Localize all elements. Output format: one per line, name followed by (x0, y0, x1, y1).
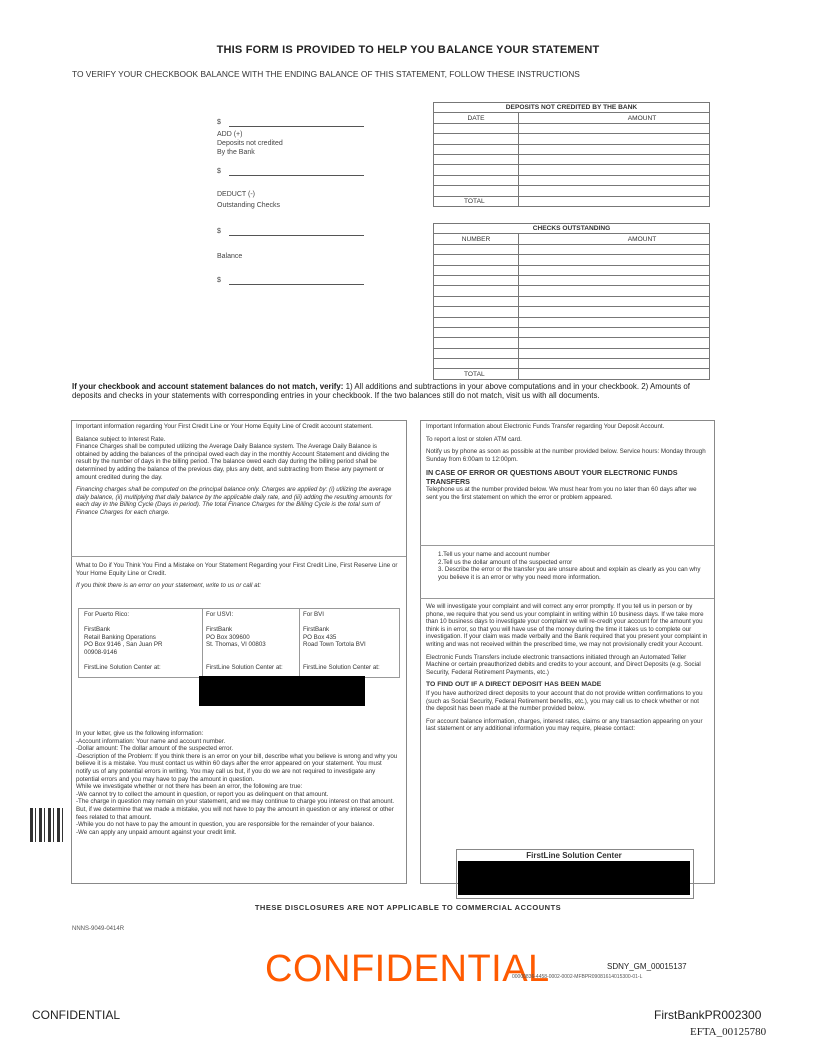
checks-cell[interactable] (519, 296, 710, 306)
dollar-sign-3: $ (217, 228, 221, 235)
qr-code-icon (30, 808, 64, 842)
checks-cell[interactable] (519, 348, 710, 358)
verify-paragraph (72, 382, 712, 400)
checks-cell[interactable] (519, 265, 710, 275)
solution-center-label: FirstLine Solution Center (526, 851, 622, 860)
divider (420, 545, 714, 546)
eft-p9: We will investigate your complaint and will correct any error promptly. If you tell us in person or by phone, we require that you send us your complaint in writing within 10 business days. If we take more than 10 business days to investigate your complaint we will re-credit your account for the amount you think is in error, so that you will have use of the money during the time it takes us to complete our investigation. If your claim was made verbally and the Bank required that you present your complaint in writing and was not received within the prescribed time, we may not provisionally credit your Account. (426, 603, 708, 648)
eft-heading-2: TO FIND OUT IF A DIRECT DEPOSIT HAS BEEN MADE (426, 681, 602, 689)
divider (202, 608, 203, 676)
deposits-cell[interactable] (519, 134, 710, 144)
divider (420, 598, 714, 599)
divider (299, 608, 300, 676)
balance-line-2[interactable] (229, 175, 364, 176)
dollar-sign-2: $ (217, 168, 221, 175)
deposits-cell[interactable] (519, 186, 710, 196)
checks-cell[interactable] (434, 296, 519, 306)
checks-cell[interactable] (519, 275, 710, 285)
bvi-solution: FirstLine Solution Center at: (303, 664, 380, 672)
deduct-desc: Outstanding Checks (217, 202, 281, 209)
deposits-cell[interactable] (434, 175, 519, 185)
deposits-cell[interactable] (434, 144, 519, 154)
divider (71, 556, 406, 557)
redaction-block (199, 676, 365, 706)
checks-cell[interactable] (434, 359, 519, 369)
footer-bates: FirstBankPR002300 (654, 1008, 762, 1022)
eft-p10: Electronic Funds Transfers include electronic transactions initiated through an Automated Teller Machine or certain preauthorized debits and credits to your account, and Direct Deposits (e.g. Social Security, Federal Retirement Payments, etc.) (426, 653, 701, 676)
credit-line-info (76, 423, 398, 522)
checks-cell[interactable] (519, 255, 710, 265)
checks-cell[interactable] (519, 307, 710, 317)
deposits-cell[interactable] (434, 123, 519, 133)
letter-info (76, 730, 398, 836)
bvi-head: For BVI (303, 611, 324, 618)
pr-head: For Puerto Rico: (84, 611, 130, 618)
balance-line-4[interactable] (229, 284, 364, 285)
dollar-sign-1: $ (217, 119, 221, 126)
confidential-stamp: CONFIDENTIAL (265, 948, 550, 990)
letter-item: -Account information: Your name and account number. (76, 737, 226, 745)
pr-solution: FirstLine Solution Center at: (84, 664, 161, 672)
eft-investigation (426, 603, 708, 738)
verify-text: 1) All additions and subtractions in your above computations and in your checkbook. 2) Amounts of deposits and checks in your statements with corresponding entries in your checkbook. If the two balances still do not match, visit us with all documents. (72, 382, 690, 401)
redaction-block (458, 861, 690, 895)
bvi-line: FirstBank (303, 626, 330, 634)
deposits-table (433, 102, 710, 207)
letter-item: -Dollar amount: The dollar amount of the suspected error. (76, 745, 234, 753)
eft-p5: Telephone us at the number provided below. We must hear from you no later than 60 days after we sent you the first statement on which the error or problem appeared. (426, 486, 697, 501)
deposits-col-date: DATE (434, 113, 519, 123)
mistake-p1: What to Do if You Think You Find a Mistake on Your Statement Regarding your First Credit Line, First Reserve Line or Your Home Equity Line or Credit. (76, 562, 398, 577)
deposits-table-title: DEPOSITS NOT CREDITED BY THE BANK (434, 103, 710, 113)
deposits-cell[interactable] (519, 123, 710, 133)
checks-total-cell[interactable] (519, 369, 710, 379)
checks-cell[interactable] (519, 327, 710, 337)
balance-line-3[interactable] (229, 235, 364, 236)
checks-cell[interactable] (434, 317, 519, 327)
usvi-head: For USVI: (206, 611, 234, 618)
balance-line-1[interactable] (229, 126, 364, 127)
pr-line: Retail Banking Operations (84, 633, 156, 641)
mistake-info (76, 562, 398, 595)
checks-cell[interactable] (434, 307, 519, 317)
bates-number: SDNY_GM_00015137 (607, 962, 687, 971)
deposits-cell[interactable] (519, 175, 710, 185)
deposits-total-label: TOTAL (434, 196, 519, 206)
disclosure-note: THESE DISCLOSURES ARE NOT APPLICABLE TO COMMERCIAL ACCOUNTS (254, 903, 562, 912)
eft-p12: If you have authorized direct deposits to your account that do not provide written confirmations to you (such as Social Security, Federal Retirement benefits, etc.), you may call us to check whether or not the deposit has been made at the number provided below. (426, 689, 703, 713)
checks-cell[interactable] (434, 275, 519, 285)
usvi-line: St. Thomas, VI 00803 (206, 641, 266, 649)
eft-info (426, 423, 708, 507)
form-code: NNNS-9049-0414R (72, 926, 125, 932)
footer-confidential: CONFIDENTIAL (32, 1008, 121, 1022)
eft-p3: Notify us by phone as soon as possible at the number provided below. Service hours: Monday through Sunday from 6:00am to 12:00pm. (426, 448, 706, 463)
eft-heading: IN CASE OF ERROR OR QUESTIONS ABOUT YOUR ELECTRONIC FUNDS TRANSFERS (426, 468, 678, 487)
letter-item: -Description of the Problem: If you think there is an error on your bill, describe what you believe is wrong and why you believe it is a mistake. You must contact us within 60 days after the error appeared on your statement. You must notify us of any potential errors in writing. You may call us but, if you do we are not required to investigate any potential errors and you may have to pay the amount in question. (76, 752, 398, 783)
checks-cell[interactable] (519, 359, 710, 369)
credit-info-p1: Important information regarding Your First Credit Line or Your Home Equity Line of Credit account statement. (76, 423, 373, 430)
checks-cell[interactable] (434, 244, 519, 254)
checks-cell[interactable] (519, 244, 710, 254)
deposits-cell[interactable] (434, 154, 519, 164)
eft-steps (438, 551, 708, 581)
barcode-text: 00000836-4458-0002-0002-MFBPR09081614015300-01-L (512, 974, 643, 980)
deposits-total-cell[interactable] (519, 196, 710, 206)
dollar-sign-4: $ (217, 277, 221, 284)
letter-p: In your letter, give us the following information: (76, 730, 204, 737)
eft-step: 3. Describe the error or the transfer you are unsure about and explain as clearly as you can why you believe it is an error or why you need more information. (438, 566, 701, 581)
letter-item: While we investigate whether or not there has been an error, the following are true: (76, 783, 303, 791)
checks-cell[interactable] (519, 338, 710, 348)
efta-number: EFTA_00125780 (690, 1026, 767, 1038)
deposits-cell[interactable] (519, 144, 710, 154)
bvi-line: Road Town Tortola BVI (303, 641, 366, 649)
checks-cell[interactable] (519, 286, 710, 296)
deposits-cell[interactable] (434, 134, 519, 144)
deposits-cell[interactable] (434, 165, 519, 175)
checks-table (433, 223, 710, 380)
letter-item: -While you do not have to pay the amount in question, you are responsible for the remainder of your balance. (76, 821, 375, 829)
address-usvi (206, 611, 298, 672)
bvi-line: PO Box 435 (303, 633, 337, 641)
checks-table-title: CHECKS OUTSTANDING (434, 224, 710, 234)
pr-line: PO Box 9146 , San Juan PR (84, 641, 163, 649)
credit-info-p3: Finance Charges shall be computed utilizing the Average Daily Balance system. The Average Daily Balance is obtained by adding the balances of the principal owed each day in the monthly Account Statement and dividing the result by the number of days in the billing period. The balance owed each day during the billing period shall be determined by adding the balance of the previous day, plus any debt, and subtracting from these any payment or amount credited during the day. (76, 443, 390, 481)
letter-item: -The charge in question may remain on your statement, and we may continue to charge you interest on that amount. But, if we determine that we made a mistake, you will not have to pay the amount in question or any interest or other fees related to that amount. (76, 798, 395, 821)
credit-info-p2: Balance subject to Interest Rate. (76, 435, 166, 443)
deposits-col-amount: AMOUNT (519, 113, 710, 123)
eft-step: 1.Tell us your name and account number (438, 551, 550, 558)
mistake-p2: If you think there is an error on your statement, write to us or call at: (76, 582, 262, 590)
usvi-line: FirstBank (206, 626, 233, 634)
deposits-cell[interactable] (519, 165, 710, 175)
checks-col-amount: AMOUNT (519, 234, 710, 244)
eft-p2: To report a lost or stolen ATM card. (426, 435, 522, 443)
deduct-label: DEDUCT (-) (217, 191, 255, 198)
address-bvi (303, 611, 398, 672)
verify-heading: If your checkbook and account statement balances do not match, verify: (72, 382, 344, 391)
deposits-cell[interactable] (519, 154, 710, 164)
eft-step: 2.Tell us the dollar amount of the suspected error (438, 558, 573, 566)
letter-item: -We cannot try to collect the amount in question, or report you as delinquent on that amount. (76, 790, 329, 798)
letter-item: -We can apply any unpaid amount against your credit limit. (76, 828, 237, 836)
checks-col-number: NUMBER (434, 234, 519, 244)
page-subtitle: TO VERIFY YOUR CHECKBOOK BALANCE WITH THE ENDING BALANCE OF THIS STATEMENT, FOLLOW THESE INSTRUCTIONS (72, 69, 580, 79)
balance-label: Balance (217, 253, 243, 260)
deposits-cell[interactable] (434, 186, 519, 196)
page-title: THIS FORM IS PROVIDED TO HELP YOU BALANCE YOUR STATEMENT (216, 44, 600, 56)
pr-line: FirstBank (84, 626, 111, 634)
eft-p13: For account balance information, charges, interest rates, claims or any transaction appearing on your last statement or any additional information you may require, please contact: (426, 717, 703, 733)
eft-p1: Important Information about Electronic Funds Transfer regarding Your Deposit Account. (426, 423, 665, 430)
address-puerto-rico (84, 611, 199, 672)
add-desc-2: By the Bank (217, 149, 255, 156)
checks-cell[interactable] (434, 286, 519, 296)
checks-cell[interactable] (434, 265, 519, 275)
usvi-solution: FirstLine Solution Center at: (206, 664, 283, 672)
checks-total-label: TOTAL (434, 369, 519, 379)
add-desc-1: Deposits not credited (217, 140, 283, 147)
checks-cell[interactable] (434, 338, 519, 348)
credit-info-p4: Financing charges shall be computed on the principal balance only. Charges are applied by: (i) utilizing the average daily balance, (ii) multiplying that daily balance by the applicable daily rate, and (iii) adding the resulting amounts for each day in the Billing Cycle (Days in period). The total Finance Charges for the Billing Cycle is the total sum of Finance Charges for each charge. (76, 486, 393, 516)
checks-cell[interactable] (434, 348, 519, 358)
usvi-line: PO Box 309600 (206, 633, 250, 641)
checks-cell[interactable] (519, 317, 710, 327)
pr-line: 00908-9146 (84, 648, 118, 656)
add-label: ADD (+) (217, 131, 243, 138)
checks-cell[interactable] (434, 255, 519, 265)
checks-cell[interactable] (434, 327, 519, 337)
